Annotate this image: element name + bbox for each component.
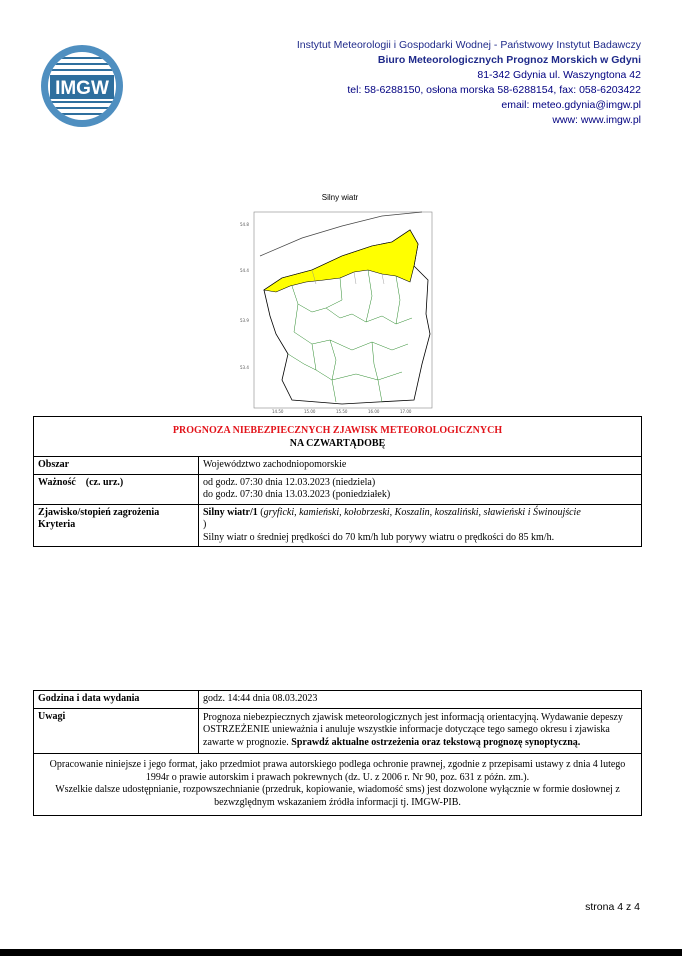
warning-title: PROGNOZA NIEBEZPIECZNYCH ZJAWISK METEOROLOGICZNYCH: [172, 425, 503, 436]
criteria-value: Silny wiatr o średniej prędkości do 70 km/h lub porywy wiatru o prędkości do 85 km/h.: [203, 531, 555, 543]
phenomenon-label-cell: [34, 504, 199, 547]
notes-label: Uwagi: [34, 708, 199, 754]
imgw-logo: [32, 44, 132, 128]
issue-time-value: godz. 14:44 dnia 08.03.2023: [199, 691, 642, 709]
phenomenon-name: Silny wiatr/1: [203, 506, 258, 518]
email-address: email: meteo.gdynia@imgw.pl: [501, 99, 641, 111]
criteria-label: Kryteria: [38, 519, 76, 530]
institute-name: Instytut Meteorologii i Gospodarki Wodnej - Państwowy Instytut Badawczy: [296, 39, 641, 51]
notes-emphasis: Sprawdź aktualne ostrzeżenia oraz tekstową prognozę synoptyczną.: [291, 736, 581, 748]
warning-table: [33, 416, 642, 547]
warning-subtitle: NA CZWARTĄDOBĘ: [289, 437, 386, 449]
phenomenon-value-cell: [199, 504, 642, 547]
map-title: Silny wiatr: [321, 193, 359, 202]
issue-table: [33, 690, 642, 816]
phone-numbers: tel: 58-6288150, osłona morska 58-6288154, fax: 058-6203422: [347, 84, 641, 96]
notes-value: [199, 708, 642, 754]
svg-text:15.50: 15.50: [336, 409, 348, 414]
phenomenon-counties: gryficki, kamieński, kołobrzeski, Koszalin, koszaliński, sławieński i Świnoujście: [263, 506, 581, 518]
validity-value: [199, 474, 642, 504]
svg-text:16.00: 16.00: [368, 409, 380, 414]
area-label: Obszar: [34, 457, 199, 475]
copyright-paragraph-1: Opracowanie niniejsze i jego format, jako przedmiot prawa autorskiego podlega ochronie prawnej, zgodnie z przepisami ustawy z dnia 4 lutego 1994r o prawie autorskim i prawach pokrewnych (dz. U. z 2006 r. Nr 90, poz. 631 z późn. zm.).: [49, 759, 626, 783]
validity-label: Ważność (cz. urz.): [34, 474, 199, 504]
svg-text:15.00: 15.00: [304, 409, 316, 414]
area-value: Województwo zachodniopomorskie: [199, 457, 642, 475]
address: 81-342 Gdynia ul. Waszyngtona 42: [477, 69, 641, 81]
svg-text:53.9: 53.9: [240, 318, 249, 323]
copyright-paragraph-2: Wszelkie dalsze udostępnianie, rozpowszechnianie (przedruk, kopiowanie, wiadomość sms) jest dozwolone wyłącznie w formie dosłownej z bezwzględnym wskazaniem źródła informacji tj. IMGW-PIB.: [55, 784, 620, 808]
phenomenon-open: (: [257, 506, 264, 518]
logo-text: IMGW: [55, 78, 109, 99]
svg-text:53.4: 53.4: [240, 365, 249, 370]
website: www: www.imgw.pl: [552, 114, 641, 126]
validity-from: od godz. 07:30 dnia 12.03.2023 (niedziela): [203, 476, 376, 488]
bottom-bar: [0, 949, 682, 956]
notes-text: Prognoza niebezpiecznych zjawisk meteorologicznych jest informacją orientacyjną. Wydawanie depeszy OSTRZEŻENIE unieważnia i anuluje wszystkie informacje dotyczące tego samego okresu i zjawiska zawarte w prognozie.: [203, 711, 623, 748]
svg-text:54.4: 54.4: [240, 268, 249, 273]
validity-to: do godz. 07:30 dnia 13.03.2023 (poniedziałek): [203, 489, 391, 500]
copyright-notice: [34, 754, 642, 816]
institute-header: [297, 38, 641, 128]
phenomenon-label: Zjawisko/stopień zagrożenia: [38, 506, 160, 518]
svg-text:54.8: 54.8: [240, 222, 249, 227]
svg-text:17.00: 17.00: [400, 409, 412, 414]
issue-time-label: Godzina i data wydania: [34, 691, 199, 709]
page-number: strona 4 z 4: [585, 901, 640, 913]
svg-text:14.50: 14.50: [272, 409, 284, 414]
phenomenon-close: ): [203, 519, 207, 530]
bureau-name: Biuro Meteorologicznych Prognoz Morskich w Gdyni: [377, 54, 641, 66]
warning-title-cell: [34, 417, 642, 457]
warning-map: [232, 204, 442, 414]
